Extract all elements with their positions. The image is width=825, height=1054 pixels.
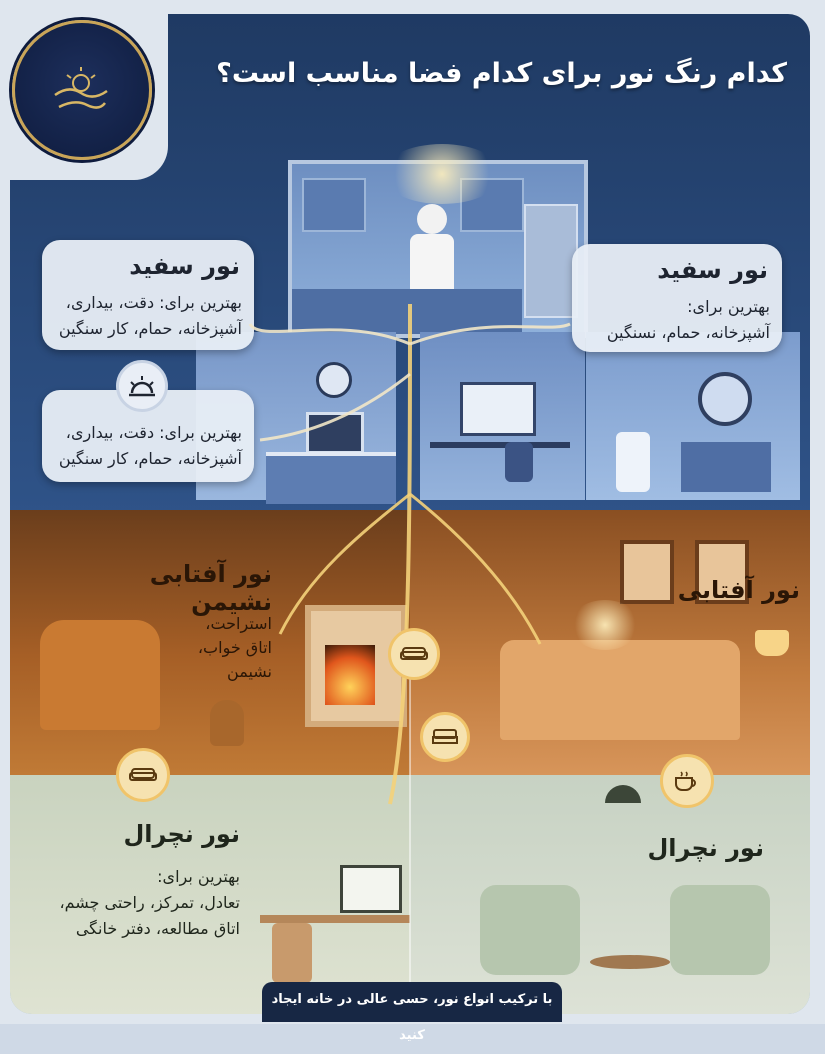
card-heading: نور سفید: [129, 252, 240, 280]
card-line: اتاق مطالعه، دفتر خانگی: [75, 919, 240, 938]
sofa-icon: [116, 748, 170, 802]
card-line: بهترین برای: دقت، بیداری،: [65, 423, 242, 442]
bed-icon: [420, 712, 470, 762]
card-line: نشیمن: [227, 662, 272, 681]
card-heading: نور نچرال: [123, 820, 240, 848]
card-line: بهترین برای:: [157, 867, 240, 886]
neutral-light-card-right-heading: نور نچرال: [647, 834, 764, 862]
card-heading: نور آفتابی نشیمن: [149, 560, 272, 616]
card-line: آشپزخانه، حمام، کار سنگین: [58, 449, 242, 468]
page-title: کدام رنگ نور برای کدام فضا مناسب است؟: [216, 58, 787, 89]
card-heading: نور سفید: [657, 256, 768, 284]
sun-logo-icon: [51, 63, 111, 113]
footer-caption: با ترکیب انواع نور، حسی عالی در خانه ایجاد کنید: [262, 982, 562, 1022]
card-line: اتاق خواب،: [197, 638, 272, 657]
warm-light-card-right-heading: نور آفتابی: [677, 576, 800, 604]
card-line: آشپزخانه، حمام، نسنگین: [606, 323, 770, 342]
card-line: بهترین برای: دقت، بیداری،: [65, 293, 242, 312]
card-line: آشپزخانه، حمام، کار سنگین: [58, 319, 242, 338]
sofa-icon: [388, 628, 440, 680]
card-line: تعادل، تمرکز، راحتی چشم،: [59, 893, 240, 912]
brand-logo: [12, 20, 152, 160]
card-line: استراحت،: [205, 614, 272, 633]
coffee-cup-icon: [660, 754, 714, 808]
card-line: بهترین برای:: [687, 297, 770, 316]
